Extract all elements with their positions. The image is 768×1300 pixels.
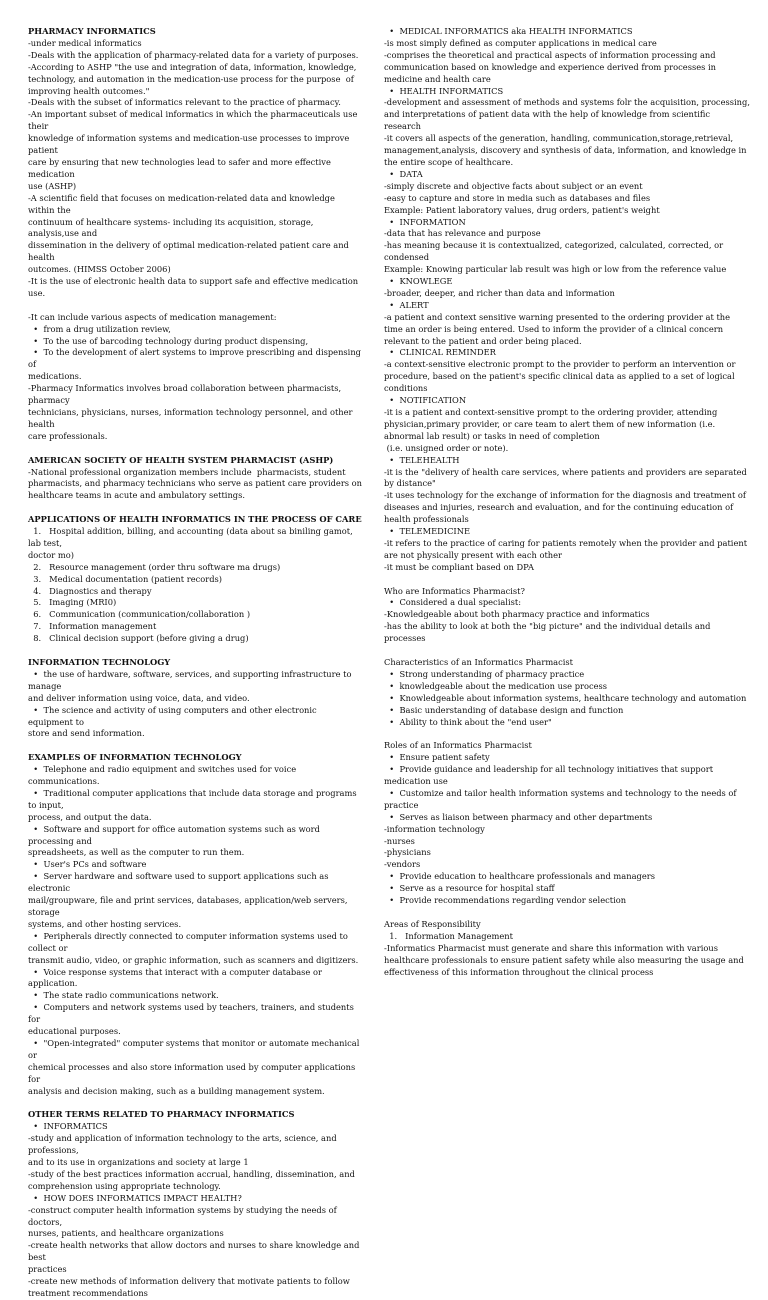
text-line: 5. Imaging (MRI0) xyxy=(28,597,117,608)
text-line: transmit audio, video, or graphic information, such as scanners and digitizers. xyxy=(28,954,359,965)
text-line: care professionals. xyxy=(28,430,108,441)
text-line: Characteristics of an Informatics Pharmacist xyxy=(384,657,574,667)
text-line: -a patient and context sensitive warning presented to the ordering provider at the xyxy=(384,311,731,322)
text-line: -vendors xyxy=(384,859,421,870)
text-line: • Provide guidance and leadership for all technology initiatives that support xyxy=(384,764,714,775)
blank-line xyxy=(28,300,362,312)
text-line: conditions xyxy=(384,383,428,394)
text-line: • TELEMEDICINE xyxy=(384,526,471,537)
text-line: (i.e. unsigned order or note). xyxy=(384,442,509,453)
section-heading: APPLICATIONS OF HEALTH INFORMATICS IN THE PROCESS OF CARE xyxy=(28,514,362,525)
text-line: process, and output the data. xyxy=(28,811,152,822)
text-line: -It is the use of electronic health data to support safe and effective medication use. xyxy=(28,276,361,298)
text-line: 4. Diagnostics and therapy xyxy=(28,585,152,596)
left-column xyxy=(28,26,364,1298)
text-line: -Pharmacy Informatics involves broad collaboration between pharmacists, pharmacy xyxy=(28,383,344,406)
text-line: healthcare professionals to ensure patient safety while also measuring the usage and xyxy=(384,954,744,965)
blank-line xyxy=(384,574,754,586)
text-line: 3. Medical documentation (patient records) xyxy=(28,573,223,584)
text-line: -has the ability to look at both the "big picture" and the individual details and xyxy=(384,621,711,632)
text-line: • Provide education to healthcare professionals and managers xyxy=(384,871,655,882)
section-heading: EXAMPLES OF INFORMATION TECHNOLOGY xyxy=(28,752,242,763)
text-line: • DATA xyxy=(384,168,423,179)
text-line: 1. Hospital addition, billing, and accounting (data about sa biniling gamot, lab test, xyxy=(28,526,356,548)
text-line: Example: Patient laboratory values, drug orders, patient's weight xyxy=(384,204,660,215)
text-line: procedure, based on the patient's specific clinical data as applied to a set of logical xyxy=(384,371,735,382)
text-line: -study of the best practices information accrual, handling, dissemination, and xyxy=(28,1168,355,1179)
text-line: by distance" xyxy=(384,478,436,489)
text-line: use (ASHP) xyxy=(28,180,77,191)
blank-line xyxy=(28,645,362,657)
text-line: • To the use of barcoding technology during product dispensing, xyxy=(28,335,309,346)
text-line: healthcare teams in acute and ambulatory settings. xyxy=(28,490,246,501)
text-line: -has meaning because it is contextualized, categorized, calculated, corrected, or xyxy=(384,240,724,251)
text-line: 1. Information Management xyxy=(384,930,513,941)
text-line: chemical processes and also store information used by computer applications for xyxy=(28,1061,358,1084)
text-line: -comprises the theoretical and practical aspects of information processing and xyxy=(384,49,716,60)
text-line: store and send information. xyxy=(28,728,145,739)
text-line: • Serve as a resource for hospital staff xyxy=(384,883,555,894)
text-line: care by ensuring that new technologies lead to safer and more effective medication xyxy=(28,156,334,179)
text-line: • NOTIFICATION xyxy=(384,395,467,406)
text-line: -under medical informatics xyxy=(28,37,142,48)
text-line: • "Open-integrated" computer systems that monitor or automate mechanical or xyxy=(28,1037,363,1060)
text-line: • Knowledgeable about information systems, healthcare technology and automation xyxy=(384,692,747,703)
text-line: -it must be compliant based on DPA xyxy=(384,561,534,572)
blank-line xyxy=(28,443,362,455)
section-heading: PHARMACY INFORMATICS xyxy=(28,26,156,36)
text-line: • ALERT xyxy=(384,299,429,310)
text-line: • Ability to think about the "end user" xyxy=(384,716,552,727)
text-line: relevant to the patient and order being placed. xyxy=(384,335,582,346)
text-line: physician,primary provider, or care team to alert them of new information (i.e. xyxy=(384,418,716,429)
text-line: -a context-sensitive electronic prompt to the provider to perform an intervention or xyxy=(384,359,736,370)
text-line: • Ensure patient safety xyxy=(384,752,490,763)
text-line: and deliver information using voice, data, and video. xyxy=(28,692,250,703)
text-line: processes xyxy=(384,633,426,644)
text-line: • MEDICAL INFORMATICS aka HEALTH INFORMATICS xyxy=(384,26,633,36)
text-line: -An important subset of medical informatics in which the pharmaceuticals use their xyxy=(28,109,361,132)
section-heading: AMERICAN SOCIETY OF HEALTH SYSTEM PHARMACIST (ASHP) xyxy=(28,454,334,465)
text-line: medicine and health care xyxy=(384,73,491,84)
text-line: -Knowledgeable about both pharmacy practice and informatics xyxy=(384,609,650,620)
text-line: mail/groupware, file and print services, databases, application/web servers, storage xyxy=(28,895,351,917)
text-line: • Telephone and radio equipment and switches used for voice communications. xyxy=(28,764,299,787)
text-line: diseases and injuries, research and evaluation, and for the continuing education of xyxy=(384,502,734,513)
section-heading: OTHER TERMS RELATED TO PHARMACY INFORMATICS xyxy=(28,1109,295,1120)
text-line: • Server hardware and software used to support applications such as electronic xyxy=(28,871,332,894)
text-line: -broader, deeper, and richer than data and information xyxy=(384,287,615,298)
text-line: 8. Clinical decision support (before giving a drug) xyxy=(28,633,249,644)
right-column xyxy=(384,26,754,1024)
text-line: educational purposes. xyxy=(28,1026,121,1037)
text-line: 6. Communication (communication/collaboration ) xyxy=(28,609,251,620)
text-line: -National professional organization members include pharmacists, student xyxy=(28,466,346,477)
text-line: • INFORMATION xyxy=(384,216,466,227)
text-line: -easy to capture and store in media such as databases and files xyxy=(384,192,651,203)
text-line: health professionals xyxy=(384,514,469,525)
text-line: • Customize and tailor health information systems and technology to the needs of xyxy=(384,787,737,798)
blank-line xyxy=(28,740,362,752)
text-line: -It can include various aspects of medication management: xyxy=(28,311,277,322)
text-line: -is most simply defined as computer applications in medical care xyxy=(384,37,657,48)
text-line: doctor mo) xyxy=(28,549,74,560)
text-line: time an order is being entered. Used to inform the provider of a clinical concern xyxy=(384,323,724,334)
text-line: • Traditional computer applications that include data storage and programs to input, xyxy=(28,787,360,810)
text-line: outcomes. (HIMSS October 2006) xyxy=(28,264,171,275)
text-line: -A scientific field that focuses on medication-related data and knowledge within the xyxy=(28,192,338,215)
text-line: medication use xyxy=(384,776,448,787)
text-line: dissemination in the delivery of optimal medication-related patient care and health xyxy=(28,240,352,263)
text-line: comprehension using appropriate technology. xyxy=(28,1180,221,1191)
text-line: • knowledgeable about the medication use process xyxy=(384,680,608,691)
text-line: communication based on knowledge and experience derived from processes in xyxy=(384,61,717,72)
text-line: • INFORMATICS xyxy=(28,1121,108,1132)
text-line: medications. xyxy=(28,371,82,382)
text-line: -Deals with the application of pharmacy-related data for a variety of purposes. xyxy=(28,49,359,60)
text-line: the entire scope of healthcare. xyxy=(384,156,514,167)
text-line: • HEALTH INFORMATICS xyxy=(384,85,504,96)
text-line: effectiveness of this information throughout the clinical process xyxy=(384,966,654,977)
text-line: -physicians xyxy=(384,847,431,858)
text-line: systems, and other hosting services. xyxy=(28,918,182,929)
text-line: -it is a patient and context-sensitive prompt to the ordering provider, attending xyxy=(384,407,718,417)
text-line: -it is the "delivery of health care services, where patients and providers are separated xyxy=(384,466,747,477)
text-line: • Computers and network systems used by teachers, trainers, and students for xyxy=(28,1002,357,1025)
section-heading: INFORMATION TECHNOLOGY xyxy=(28,656,171,667)
text-line: -nurses xyxy=(384,835,415,846)
text-line: -create health networks that allow doctors and nurses to share knowledge and best xyxy=(28,1240,363,1263)
text-line: -it covers all aspects of the generation, handling, communication,storage,retrieval, xyxy=(384,133,734,144)
text-line: • Serves as liaison between pharmacy and other departments xyxy=(384,811,653,822)
blank-line xyxy=(384,728,754,740)
text-line: • The state radio communications network. xyxy=(28,990,219,1001)
text-line: • Provide recommendations regarding vendor selection xyxy=(384,895,627,906)
text-line: technicians, physicians, nurses, information technology personnel, and other health xyxy=(28,406,356,429)
text-line: • Strong understanding of pharmacy practice xyxy=(384,668,585,679)
text-line: -data that has relevance and purpose xyxy=(384,228,541,239)
text-line: -it refers to the practice of caring for patients remotely when the provider and patient xyxy=(384,537,748,548)
text-line: spreadsheets, as well as the computer to run them. xyxy=(28,847,245,858)
text-line: • from a drug utilization review, xyxy=(28,323,171,334)
text-line: -Deals with the subset of informatics relevant to the practice of pharmacy. xyxy=(28,97,341,108)
text-line: -it uses technology for the exchange of information for the diagnosis and treatment of xyxy=(384,490,746,501)
text-line: 2. Resource management (order thru software ma drugs) xyxy=(28,561,281,572)
text-line: -information technology xyxy=(384,823,485,834)
text-line: knowledge of information systems and medication-use processes to improve patient xyxy=(28,133,352,156)
text-line: Who are Informatics Pharmacist? xyxy=(384,585,525,596)
left-text-block xyxy=(28,26,362,1300)
text-line: abnormal lab result) or tasks in need of completion xyxy=(384,430,600,441)
text-line: management,analysis, discovery and synthesis of data, information, and knowledge in xyxy=(384,145,747,156)
text-line: nurses, patients, and healthcare organizations xyxy=(28,1228,224,1239)
text-line: -study and application of information technology to the arts, science, and professions, xyxy=(28,1133,340,1156)
blank-line xyxy=(384,645,754,657)
text-line: condensed xyxy=(384,252,430,263)
text-line: treatment recommendations xyxy=(28,1287,148,1298)
text-line: • HOW DOES INFORMATICS IMPACT HEALTH? xyxy=(28,1192,242,1203)
text-line: Areas of Responsibility xyxy=(384,918,481,929)
text-line: 7. Information management xyxy=(28,621,157,632)
text-line: are not physically present with each other xyxy=(384,549,563,560)
right-text-block xyxy=(384,26,754,978)
text-line: -construct computer health information systems by studying the needs of doctors, xyxy=(28,1204,340,1227)
text-line: • KNOWLEGE xyxy=(384,276,453,287)
text-line: • The science and activity of using computers and other electronic equipment to xyxy=(28,704,320,727)
text-line: Example: Knowing particular lab result was high or low from the reference value xyxy=(384,264,727,275)
text-line: • TELEHEALTH xyxy=(384,454,460,465)
text-line: • Considered a dual specialist: xyxy=(384,597,521,608)
text-line: • CLINICAL REMINDER xyxy=(384,347,496,358)
text-line: -Informatics Pharmacist must generate and share this information with various xyxy=(384,942,718,953)
blank-line xyxy=(384,907,754,919)
text-line: Roles of an Informatics Pharmacist xyxy=(384,740,532,751)
text-line: -create new methods of information delivery that motivate patients to follow xyxy=(28,1276,350,1287)
text-line: practices xyxy=(28,1264,67,1275)
text-line: -simply discrete and objective facts about subject or an event xyxy=(384,180,643,191)
text-line: -development and assessment of methods and systems folr the acquisition, processing, xyxy=(384,97,750,108)
text-line: • To the development of alert systems to improve prescribing and dispensing of xyxy=(28,347,364,370)
text-line: • Voice response systems that interact with a computer database or application. xyxy=(28,966,325,989)
text-line: practice xyxy=(384,799,419,810)
text-line: analysis and decision making, such as a building management system. xyxy=(28,1085,325,1096)
text-line: • User's PCs and software xyxy=(28,859,147,870)
text-line: -According to ASHP "the use and integration of data, information, knowledge, xyxy=(28,61,357,72)
text-line: • the use of hardware, software, services, and supporting infrastructure to manage xyxy=(28,668,355,691)
text-line: technology, and automation in the medication-use process for the purpose of xyxy=(28,73,354,84)
text-line: and interpretations of patient data with the help of knowledge from scientific xyxy=(384,109,711,120)
blank-line xyxy=(28,1097,362,1109)
text-line: pharmacists, and pharmacy technicians who serve as patient care providers on xyxy=(28,478,363,489)
text-line: improving health outcomes." xyxy=(28,85,150,96)
text-line: continuum of healthcare systems- including its acquisition, storage, analysis,use and xyxy=(28,216,317,239)
text-line: research xyxy=(384,121,421,132)
text-line: • Software and support for office automation systems such as word processing and xyxy=(28,823,323,846)
text-line: • Peripherals directly connected to computer information systems used to collect or xyxy=(28,930,351,953)
text-line: • Basic understanding of database design and function xyxy=(384,704,624,715)
blank-line xyxy=(28,502,362,514)
text-line: and to its use in organizations and society at large 1 xyxy=(28,1157,249,1167)
